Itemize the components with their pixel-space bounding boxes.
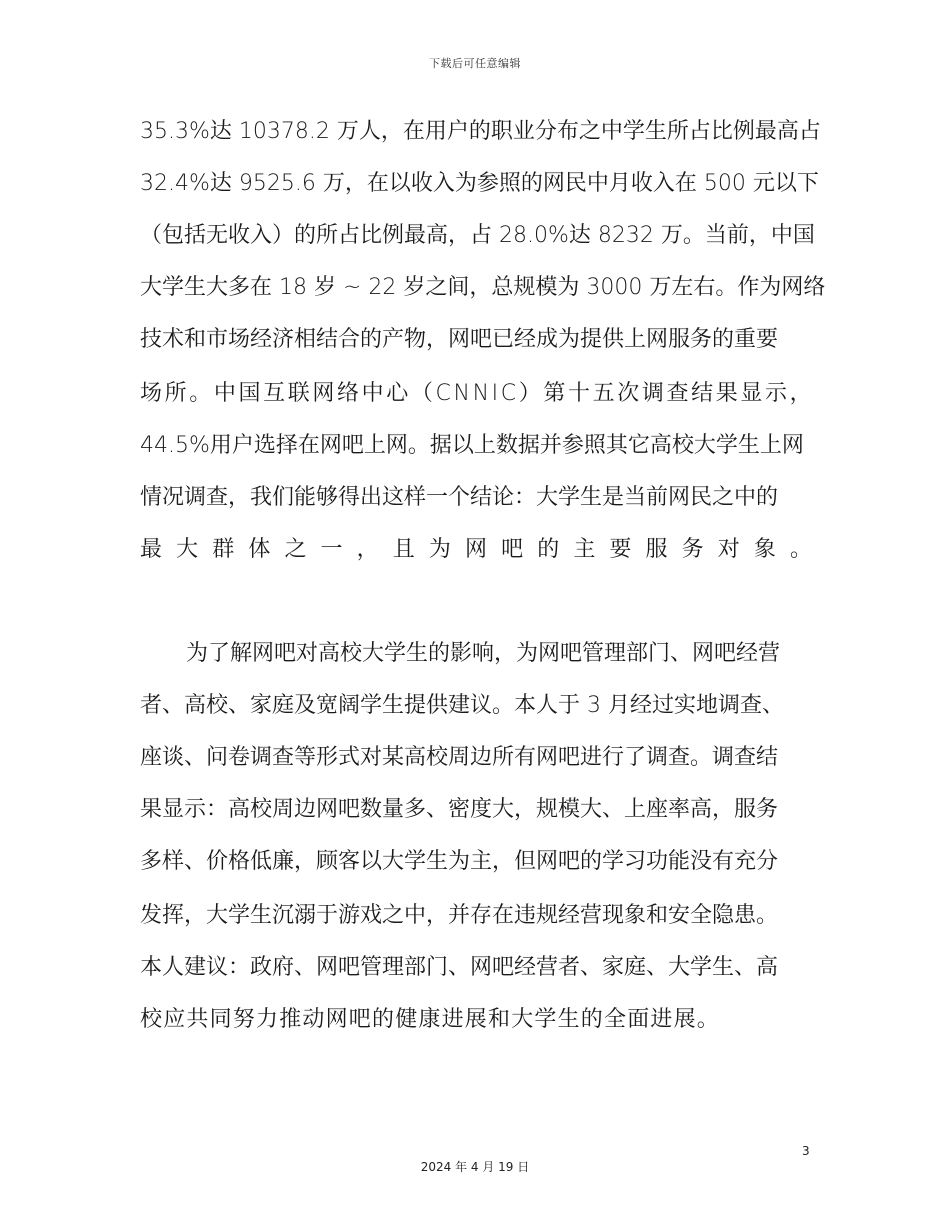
text-char: ， bbox=[356, 537, 379, 562]
text-char: 所 bbox=[164, 381, 187, 406]
text-line: 44.5%用户选择在网吧上网。据以上数据并参照其它高校大学生上网 bbox=[140, 433, 804, 458]
text-line: 座谈、问卷调查等形式对某高校周边所有网吧进行了调查。调查结 bbox=[140, 745, 779, 770]
text-char: C bbox=[500, 381, 517, 406]
text-char: 务 bbox=[681, 537, 704, 562]
text-char: 最 bbox=[140, 537, 163, 562]
text-char: 结 bbox=[691, 381, 714, 406]
text-line-indented: 为了解网吧对高校大学生的影响，为网吧管理部门、网吧经营 bbox=[186, 641, 781, 666]
text-char: 要 bbox=[609, 537, 632, 562]
text-char: 五 bbox=[592, 381, 615, 406]
text-char: 次 bbox=[617, 381, 640, 406]
text-char: 网 bbox=[312, 381, 335, 406]
text-char: 联 bbox=[287, 381, 310, 406]
text-line: 大学生大多在 18 岁 ~ 22 岁之间，总规模为 3000 万左右。作为网络 bbox=[140, 275, 826, 300]
text-char: 中 bbox=[213, 381, 236, 406]
text-char: 第 bbox=[543, 381, 566, 406]
text-char: 十 bbox=[567, 381, 590, 406]
page-number: 3 bbox=[802, 1144, 810, 1158]
text-char: 主 bbox=[573, 537, 596, 562]
text-line: 者、高校、家庭及宽阔学生提供建议。本人于 3 月经过实地调查、 bbox=[140, 693, 784, 718]
text-char: 络 bbox=[337, 381, 360, 406]
text-char: 示 bbox=[764, 381, 787, 406]
text-char: 的 bbox=[537, 537, 560, 562]
text-char: （ bbox=[410, 381, 433, 406]
text-char: 国 bbox=[238, 381, 261, 406]
text-char: 果 bbox=[715, 381, 738, 406]
text-char: ） bbox=[518, 381, 541, 406]
text-char: C bbox=[435, 381, 451, 406]
page-header: 下载后可任意编辑 bbox=[429, 57, 521, 70]
text-char: 为 bbox=[428, 537, 451, 562]
text-line: 技术和市场经济相结合的产物，网吧已经成为提供上网服务的重要 bbox=[140, 327, 779, 352]
text-line-justified bbox=[140, 533, 812, 567]
text-char: I bbox=[491, 381, 499, 406]
text-char: N bbox=[453, 381, 470, 406]
text-char: 中 bbox=[361, 381, 384, 406]
text-char: 查 bbox=[666, 381, 689, 406]
text-line: 果显示：高校周边网吧数量多、密度大，规模大、上座率高，服务 bbox=[140, 797, 779, 822]
text-line: 32.4%达 9525.6 万，在以收入为参照的网民中月收入在 500 元以下 bbox=[140, 171, 819, 196]
text-char: 之 bbox=[284, 537, 307, 562]
text-char: 网 bbox=[464, 537, 487, 562]
text-char: 互 bbox=[263, 381, 286, 406]
text-char: 吧 bbox=[501, 537, 524, 562]
text-line: 发挥，大学生沉溺于游戏之中，并存在违规经营现象和安全隐患。 bbox=[140, 903, 779, 928]
text-char: 一 bbox=[320, 537, 343, 562]
text-line-justified bbox=[140, 377, 812, 411]
text-line: 本人建议：政府、网吧管理部门、网吧经营者、家庭、大学生、高 bbox=[140, 955, 779, 980]
text-line: （包括无收入）的所占比例最高，占 28.0%达 8232 万。当前，中国 bbox=[140, 223, 815, 248]
text-char: 象 bbox=[753, 537, 776, 562]
text-char: 对 bbox=[717, 537, 740, 562]
text-char: 大 bbox=[176, 537, 199, 562]
text-char: 群 bbox=[212, 537, 235, 562]
text-char: N bbox=[472, 381, 490, 406]
text-char: 。 bbox=[189, 381, 212, 406]
text-char: 心 bbox=[386, 381, 409, 406]
text-char: 服 bbox=[645, 537, 668, 562]
text-char: 体 bbox=[248, 537, 271, 562]
text-char: 。 bbox=[789, 537, 812, 562]
text-char: ， bbox=[789, 381, 812, 406]
text-char: 场 bbox=[140, 381, 163, 406]
text-line: 情况调查，我们能够得出这样一个结论：大学生是当前网民之中的 bbox=[140, 485, 779, 510]
text-char: 显 bbox=[740, 381, 763, 406]
text-line: 35.3%达 10378.2 万人，在用户的职业分布之中学生所占比例最高占 bbox=[140, 119, 821, 144]
text-line: 多样、价格低廉，顾客以大学生为主，但网吧的学习功能没有充分 bbox=[140, 849, 779, 874]
text-char: 调 bbox=[641, 381, 664, 406]
text-char: 且 bbox=[392, 537, 415, 562]
page-footer-date: 2024 年 4 月 19 日 bbox=[420, 1160, 530, 1174]
text-line: 校应共同努力推动网吧的健康进展和大学生的全面进展。 bbox=[140, 1007, 721, 1032]
